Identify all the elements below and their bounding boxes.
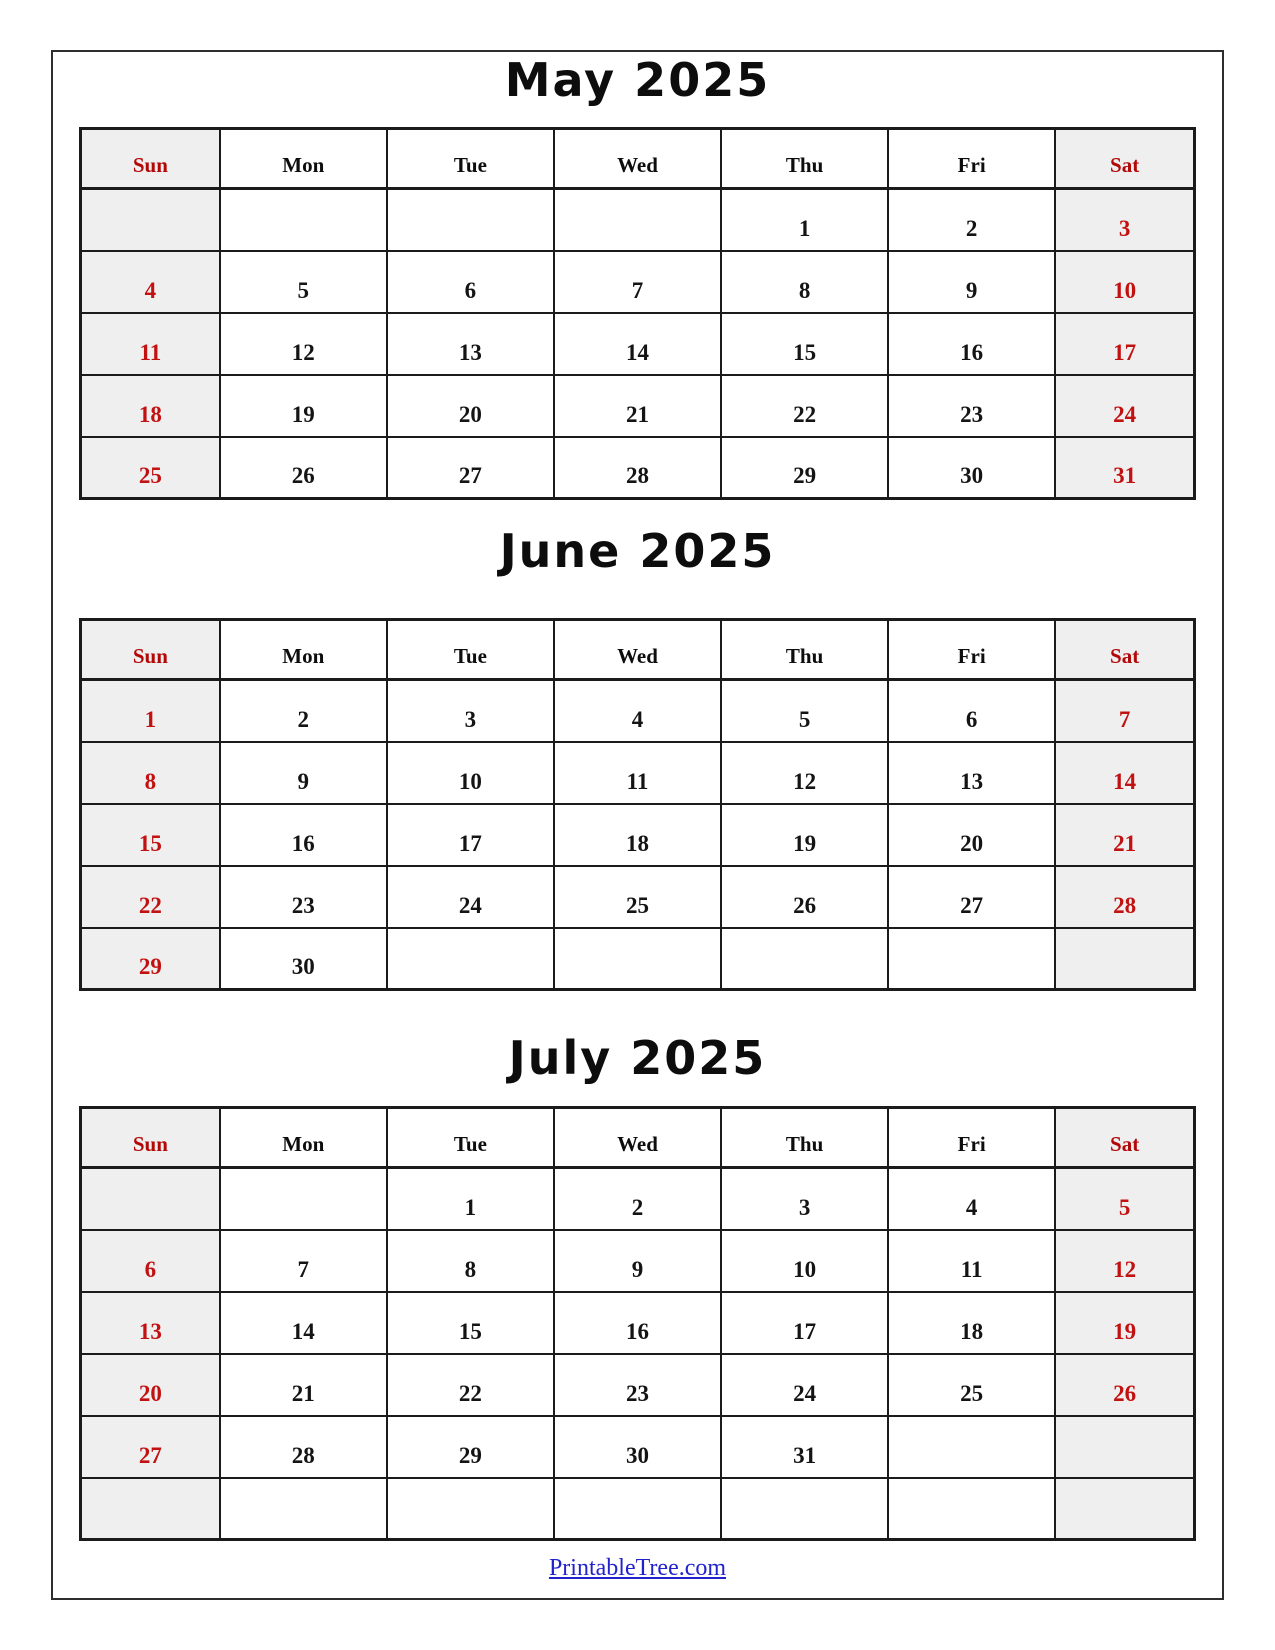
day-cell: 26 <box>1055 1354 1194 1416</box>
dow-header-sat: Sat <box>1055 620 1194 680</box>
day-cell: 28 <box>554 437 721 499</box>
day-cell: 21 <box>1055 804 1194 866</box>
day-cell: 9 <box>888 251 1055 313</box>
empty-cell <box>888 1478 1055 1540</box>
day-cell: 12 <box>220 313 387 375</box>
day-cell: 21 <box>220 1354 387 1416</box>
day-cell: 15 <box>387 1292 554 1354</box>
dow-header-tue: Tue <box>387 620 554 680</box>
week-row <box>81 251 1195 313</box>
day-cell: 28 <box>1055 866 1194 928</box>
day-cell: 2 <box>554 1168 721 1230</box>
day-cell: 11 <box>888 1230 1055 1292</box>
day-cell: 5 <box>220 251 387 313</box>
day-cell: 28 <box>220 1416 387 1478</box>
dow-header-thu: Thu <box>721 129 888 189</box>
empty-cell <box>81 1478 220 1540</box>
dow-header-sat: Sat <box>1055 129 1194 189</box>
day-cell: 10 <box>721 1230 888 1292</box>
day-cell: 17 <box>387 804 554 866</box>
dow-header-thu: Thu <box>721 1108 888 1168</box>
week-row <box>81 1354 1195 1416</box>
footer <box>53 1553 1222 1586</box>
day-cell: 24 <box>721 1354 888 1416</box>
day-cell: 15 <box>81 804 220 866</box>
day-cell: 30 <box>888 437 1055 499</box>
empty-cell <box>81 189 220 251</box>
month-title-june: June 2025 <box>499 524 776 578</box>
day-cell: 19 <box>220 375 387 437</box>
day-cell: 3 <box>721 1168 888 1230</box>
day-cell: 29 <box>721 437 888 499</box>
day-cell: 7 <box>1055 680 1194 742</box>
week-row <box>81 1292 1195 1354</box>
day-cell: 18 <box>888 1292 1055 1354</box>
day-cell: 3 <box>1055 189 1194 251</box>
week-row <box>81 1416 1195 1478</box>
dow-header-fri: Fri <box>888 1108 1055 1168</box>
day-cell: 12 <box>721 742 888 804</box>
day-cell: 12 <box>1055 1230 1194 1292</box>
dow-header-tue: Tue <box>387 1108 554 1168</box>
empty-cell <box>220 189 387 251</box>
dow-header-mon: Mon <box>220 1108 387 1168</box>
day-cell: 9 <box>220 742 387 804</box>
day-cell: 26 <box>220 437 387 499</box>
dow-header-sat: Sat <box>1055 1108 1194 1168</box>
dow-header-wed: Wed <box>554 1108 721 1168</box>
day-cell: 7 <box>554 251 721 313</box>
day-cell: 25 <box>554 866 721 928</box>
day-cell: 3 <box>387 680 554 742</box>
day-cell: 20 <box>387 375 554 437</box>
empty-cell <box>81 1168 220 1230</box>
day-cell: 6 <box>888 680 1055 742</box>
day-cell: 4 <box>81 251 220 313</box>
weekday-header-row <box>81 1108 1195 1168</box>
printabletree-link[interactable]: PrintableTree.com <box>548 1555 727 1581</box>
week-row <box>81 804 1195 866</box>
day-cell: 25 <box>888 1354 1055 1416</box>
empty-cell <box>1055 1478 1194 1540</box>
calendar-table-july <box>79 1106 1196 1541</box>
week-row <box>81 313 1195 375</box>
week-row <box>81 928 1195 990</box>
day-cell: 4 <box>888 1168 1055 1230</box>
dow-header-sun: Sun <box>81 129 220 189</box>
calendar-table-may <box>79 127 1196 500</box>
day-cell: 6 <box>81 1230 220 1292</box>
empty-cell <box>554 928 721 990</box>
empty-cell <box>888 928 1055 990</box>
dow-header-wed: Wed <box>554 620 721 680</box>
day-cell: 27 <box>888 866 1055 928</box>
empty-cell <box>888 1416 1055 1478</box>
week-row <box>81 742 1195 804</box>
day-cell: 11 <box>81 313 220 375</box>
week-row <box>81 866 1195 928</box>
day-cell: 30 <box>554 1416 721 1478</box>
day-cell: 14 <box>554 313 721 375</box>
day-cell: 8 <box>387 1230 554 1292</box>
day-cell: 13 <box>387 313 554 375</box>
day-cell: 1 <box>721 189 888 251</box>
day-cell: 8 <box>721 251 888 313</box>
day-cell: 23 <box>554 1354 721 1416</box>
day-cell: 30 <box>220 928 387 990</box>
day-cell: 2 <box>220 680 387 742</box>
empty-cell <box>721 1478 888 1540</box>
day-cell: 13 <box>888 742 1055 804</box>
day-cell: 19 <box>1055 1292 1194 1354</box>
weekday-header-row <box>81 129 1195 189</box>
day-cell: 23 <box>220 866 387 928</box>
day-cell: 26 <box>721 866 888 928</box>
day-cell: 22 <box>81 866 220 928</box>
day-cell: 17 <box>1055 313 1194 375</box>
dow-header-mon: Mon <box>220 620 387 680</box>
day-cell: 5 <box>721 680 888 742</box>
day-cell: 14 <box>1055 742 1194 804</box>
dow-header-sun: Sun <box>81 1108 220 1168</box>
empty-cell <box>721 928 888 990</box>
day-cell: 10 <box>387 742 554 804</box>
day-cell: 16 <box>554 1292 721 1354</box>
week-row <box>81 680 1195 742</box>
day-cell: 9 <box>554 1230 721 1292</box>
day-cell: 23 <box>888 375 1055 437</box>
day-cell: 11 <box>554 742 721 804</box>
day-cell: 1 <box>387 1168 554 1230</box>
empty-cell <box>387 928 554 990</box>
day-cell: 18 <box>554 804 721 866</box>
dow-header-sun: Sun <box>81 620 220 680</box>
day-cell: 21 <box>554 375 721 437</box>
week-row <box>81 1168 1195 1230</box>
month-title-july: July 2025 <box>508 1031 767 1085</box>
day-cell: 20 <box>888 804 1055 866</box>
dow-header-thu: Thu <box>721 620 888 680</box>
dow-header-fri: Fri <box>888 129 1055 189</box>
empty-cell <box>220 1168 387 1230</box>
week-row <box>81 1478 1195 1540</box>
day-cell: 8 <box>81 742 220 804</box>
day-cell: 7 <box>220 1230 387 1292</box>
empty-cell <box>1055 1416 1194 1478</box>
weekday-header-row <box>81 620 1195 680</box>
day-cell: 22 <box>721 375 888 437</box>
empty-cell <box>554 1478 721 1540</box>
day-cell: 16 <box>220 804 387 866</box>
day-cell: 29 <box>81 928 220 990</box>
day-cell: 24 <box>387 866 554 928</box>
week-row <box>81 375 1195 437</box>
day-cell: 31 <box>721 1416 888 1478</box>
dow-header-fri: Fri <box>888 620 1055 680</box>
empty-cell <box>387 189 554 251</box>
dow-header-tue: Tue <box>387 129 554 189</box>
day-cell: 6 <box>387 251 554 313</box>
day-cell: 24 <box>1055 375 1194 437</box>
day-cell: 18 <box>81 375 220 437</box>
week-row <box>81 189 1195 251</box>
day-cell: 2 <box>888 189 1055 251</box>
day-cell: 1 <box>81 680 220 742</box>
day-cell: 4 <box>554 680 721 742</box>
day-cell: 19 <box>721 804 888 866</box>
empty-cell <box>387 1478 554 1540</box>
dow-header-mon: Mon <box>220 129 387 189</box>
calendar-page <box>51 50 1224 1600</box>
day-cell: 16 <box>888 313 1055 375</box>
day-cell: 27 <box>81 1416 220 1478</box>
day-cell: 31 <box>1055 437 1194 499</box>
day-cell: 13 <box>81 1292 220 1354</box>
day-cell: 10 <box>1055 251 1194 313</box>
month-title-may: May 2025 <box>504 53 771 107</box>
dow-header-wed: Wed <box>554 129 721 189</box>
week-row <box>81 1230 1195 1292</box>
calendar-table-june <box>79 618 1196 991</box>
week-row <box>81 437 1195 499</box>
day-cell: 20 <box>81 1354 220 1416</box>
day-cell: 5 <box>1055 1168 1194 1230</box>
empty-cell <box>554 189 721 251</box>
day-cell: 15 <box>721 313 888 375</box>
day-cell: 14 <box>220 1292 387 1354</box>
empty-cell <box>1055 928 1194 990</box>
day-cell: 29 <box>387 1416 554 1478</box>
day-cell: 17 <box>721 1292 888 1354</box>
day-cell: 22 <box>387 1354 554 1416</box>
empty-cell <box>220 1478 387 1540</box>
day-cell: 25 <box>81 437 220 499</box>
day-cell: 27 <box>387 437 554 499</box>
